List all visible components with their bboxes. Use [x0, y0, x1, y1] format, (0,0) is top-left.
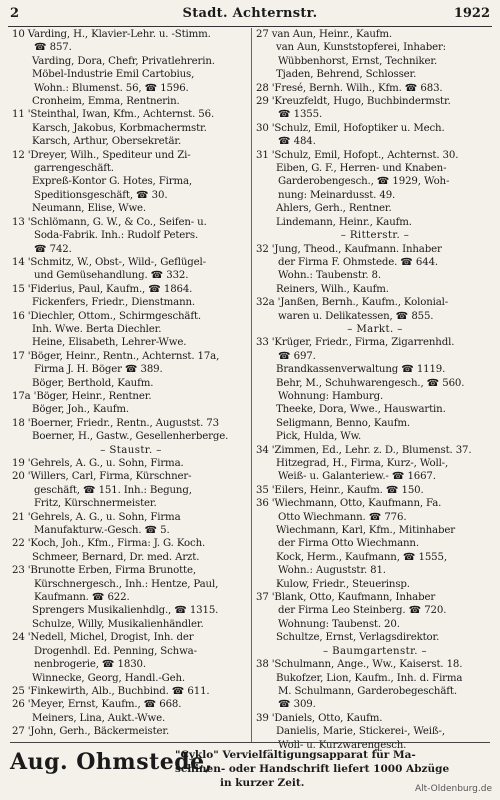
- directory-entry-line: Lindemann, Heinr., Kaufm.: [276, 216, 412, 228]
- directory-entry-line: 10 Varding, H., Klavier-Lehr. u. -Stimm.: [12, 29, 211, 40]
- directory-entry-line: Ahlers, Gerh., Rentner.: [276, 203, 392, 215]
- directory-entry-line: Pick, Hulda, Ww.: [276, 431, 362, 443]
- directory-entry-line: Schmeer, Bernard, Dr. med. Arzt.: [32, 551, 200, 563]
- directory-entry-line: 29 'Kreuzfeldt, Hugo, Buchbindermstr.: [256, 96, 451, 108]
- directory-entry-line: geschäft, ☎ 151. Inh.: Begung,: [34, 484, 192, 496]
- directory-entry-line: 32a 'Janßen, Bernh., Kaufm., Kolonial-: [256, 297, 449, 309]
- directory-entry-line: Seligmann, Benno, Kaufm.: [276, 417, 410, 429]
- directory-entry-line: 16 'Diechler, Ottom., Schirmgeschäft.: [12, 310, 201, 322]
- directory-entry-line: Weiß- u. Galanteriew.- ☎ 1667.: [278, 471, 436, 483]
- ad-line-3: in kurzer Zeit.: [220, 777, 305, 789]
- directory-entry-line: 36 'Wiechmann, Otto, Kaufmann, Fa.: [256, 498, 442, 510]
- directory-entry-line: 20 'Willers, Carl, Firma, Kürschner-: [12, 471, 192, 483]
- directory-entry-line: 13 'Schlömann, G. W., & Co., Seifen- u.: [12, 216, 207, 228]
- directory-entry-line: Meiners, Lina, Aukt.-Wwe.: [32, 712, 166, 724]
- directory-entry-line: Böger, Berthold, Kaufm.: [32, 377, 154, 389]
- directory-entry-line: van Aun, Kunststopferei, Inhaber:: [276, 42, 446, 54]
- directory-entry-line: Kaufmann. ☎ 622.: [34, 592, 130, 604]
- directory-entry-line: 22 'Koch, Joh., Kfm., Firma: J. G. Koch.: [12, 538, 206, 550]
- directory-entry-line: 27 van Aun, Heinr., Kaufm.: [256, 29, 392, 40]
- directory-entry-line: Boerner, H., Gastw., Gesellenherberge.: [32, 431, 229, 443]
- directory-entry-line: Wohn.: Auguststr. 81.: [278, 565, 386, 577]
- directory-entry-line: Danielis, Marie, Stickerei-, Weiß-,: [276, 726, 445, 738]
- directory-entry-line: Soda-Fabrik. Inh.: Rudolf Peters.: [34, 230, 199, 242]
- directory-entry-line: Karsch, Jakobus, Korbmachermstr.: [32, 122, 207, 134]
- directory-entry-line: garrengeschäft.: [34, 163, 114, 175]
- directory-entry-line: Expreß-Kontor G. Hotes, Firma,: [32, 176, 192, 188]
- directory-entry-line: ☎ 1355.: [278, 109, 323, 121]
- ad-line-2: schinen- oder Handschrift liefert 1000 Abzüge: [175, 763, 450, 775]
- directory-entry-line: waren u. Delikatessen, ☎ 855.: [278, 310, 434, 322]
- street-section-heading: – Ritterstr. –: [340, 230, 410, 242]
- directory-entry-line: 35 'Eilers, Heinr., Kaufm. ☎ 150.: [256, 484, 424, 496]
- ad-company-name: Aug. Ohmstede,: [10, 749, 213, 775]
- page-year: 1922: [453, 6, 490, 21]
- directory-entry-line: ☎ 697.: [278, 350, 316, 362]
- directory-entry-line: Drogenhdl. Ed. Penning, Schwa-: [34, 645, 197, 657]
- directory-entry-line: 30 'Schulz, Emil, Hofoptiker u. Mech.: [256, 122, 445, 134]
- directory-entry-line: Fritz, Kürschnermeister.: [34, 498, 157, 510]
- street-section-heading: – Baumgartenstr. –: [322, 645, 428, 657]
- left-column: [12, 28, 250, 742]
- directory-entry-line: der Firma Leo Steinberg. ☎ 720.: [278, 605, 447, 617]
- directory-entry-line: Brandkassenverwaltung ☎ 1119.: [276, 364, 446, 376]
- directory-entry-line: und Gemüsehandlung. ☎ 332.: [34, 270, 189, 282]
- street-section-heading: – Markt. –: [347, 323, 403, 335]
- directory-entry-line: Eiben, G. F., Herren- und Knaben-: [276, 163, 447, 175]
- directory-entry-line: Tjaden, Behrend, Schlosser.: [276, 69, 417, 81]
- directory-entry-line: 19 'Gehrels, A. G., u. Sohn, Firma.: [12, 458, 184, 469]
- directory-entry-line: Bukofzer, Lion, Kaufm., Inh. d. Firma: [276, 672, 463, 684]
- directory-entry-line: Karsch, Arthur, Obersekretär.: [32, 136, 182, 148]
- directory-entry-line: Wohn.: Taubenstr. 8.: [278, 270, 381, 282]
- directory-entry-line: 21 'Gehrels, A. G., u. Sohn, Firma: [12, 511, 181, 523]
- header-rule: [8, 26, 492, 27]
- page-number: 2: [10, 6, 20, 21]
- right-column: [256, 28, 494, 751]
- directory-entry-line: Winnecke, Georg, Handl.-Geh.: [32, 672, 185, 684]
- directory-entry-line: Reiners, Wilh., Kaufm.: [276, 283, 389, 295]
- directory-entry-line: Woll- u. Kurzwarengesch.: [278, 739, 407, 751]
- directory-entry-line: Wohnung: Hamburg.: [278, 390, 384, 402]
- directory-entry-line: 17a 'Böger, Heinr., Rentner.: [12, 390, 152, 402]
- directory-entry-line: Schultze, Ernst, Verlagsdirektor.: [276, 632, 440, 644]
- directory-entry-line: Cronheim, Emma, Rentnerin.: [32, 96, 180, 108]
- directory-entry-line: 18 'Boerner, Friedr., Rentn., Augustst. 73: [12, 417, 219, 429]
- directory-entry-line: Wohnung: Taubenst. 20.: [278, 618, 400, 630]
- directory-entry-line: Heine, Elisabeth, Lehrer-Wwe.: [32, 337, 187, 349]
- directory-entry-line: 27 'John, Gerh., Bäckermeister.: [12, 726, 170, 738]
- directory-entry-line: der Firma Otto Wiechmann.: [278, 538, 419, 550]
- directory-entry-line: Kock, Herm., Kaufmann, ☎ 1555,: [276, 551, 447, 563]
- directory-entry-line: 39 'Daniels, Otto, Kaufm.: [256, 712, 383, 724]
- ad-line-1: "Cyklo" Vervielfältigungsapparat für Ma-: [175, 749, 416, 761]
- directory-entry-line: Manufakturw.-Gesch. ☎ 5.: [34, 525, 170, 537]
- directory-entry-line: nenbrogerie, ☎ 1830.: [34, 659, 146, 671]
- directory-entry-line: 17 'Böger, Heinr., Rentn., Achternst. 17a,: [12, 350, 220, 362]
- directory-entry-line: Wiechmann, Karl, Kfm., Mitinhaber: [276, 525, 455, 537]
- directory-entry-line: 14 'Schmitz, W., Obst-, Wild-, Geflügel-: [12, 256, 206, 268]
- directory-entry-line: 12 'Dreyer, Wilh., Spediteur und Zi-: [12, 149, 191, 161]
- directory-entry-line: der Firma F. Ohmstede. ☎ 644.: [278, 256, 438, 268]
- directory-entry-line: Kürschnergesch., Inh.: Hentze, Paul,: [34, 578, 219, 590]
- directory-entry-line: nung: Meinardusst. 49.: [278, 189, 396, 201]
- directory-entry-line: 28 'Fresé, Bernh. Wilh., Kfm. ☎ 683.: [256, 82, 443, 94]
- directory-entry-line: ☎ 309.: [278, 699, 316, 711]
- directory-entry-line: 26 'Meyer, Ernst, Kaufm., ☎ 668.: [12, 699, 182, 711]
- directory-entry-line: ☎ 742.: [34, 243, 72, 255]
- directory-entry-line: ☎ 857.: [34, 42, 72, 54]
- directory-entry-line: M. Schulmann, Garderobegeschäft.: [278, 685, 457, 697]
- directory-entry-line: Schulze, Willy, Musikalienhändler.: [32, 618, 204, 630]
- directory-entry-line: Neumann, Elise, Wwe.: [32, 203, 146, 215]
- directory-entry-line: Varding, Dora, Chefr, Privatlehrerin.: [32, 55, 215, 67]
- directory-entry-line: Wübbenhorst, Ernst, Techniker.: [278, 55, 438, 67]
- directory-entry-line: Garderobengesch., ☎ 1929, Woh-: [278, 176, 450, 188]
- directory-entry-line: Behr, M., Schuhwarengesch., ☎ 560.: [276, 377, 465, 389]
- directory-entry-line: 23 'Brunotte Erben, Firma Brunotte,: [12, 565, 196, 577]
- directory-entry-line: 34 'Zimmen, Ed., Lehr. z. D., Blumenst. 37.: [256, 444, 472, 456]
- directory-entry-line: 24 'Nedell, Michel, Drogist, Inh. der: [12, 632, 194, 644]
- directory-entry-line: Firma J. H. Böger ☎ 389.: [34, 364, 163, 376]
- page-title: Stadt. Achternstr.: [182, 6, 318, 21]
- page-header: [0, 6, 500, 24]
- directory-entry-line: Böger, Joh., Kaufm.: [32, 404, 129, 416]
- directory-entry-line: 38 'Schulmann, Ange., Ww., Kaiserst. 18.: [256, 659, 463, 671]
- directory-entry-line: ☎ 484.: [278, 136, 316, 148]
- directory-entry-line: Möbel-Industrie Emil Cartobius,: [32, 69, 195, 81]
- directory-entry-line: 15 'Fiderius, Paul, Kaufm., ☎ 1864.: [12, 283, 193, 295]
- directory-entry-line: Fickenfers, Friedr., Dienstmann.: [32, 297, 196, 309]
- watermark: Alt-Oldenburg.de: [414, 784, 492, 794]
- directory-entry-line: Speditionsgeschäft, ☎ 30.: [34, 189, 168, 201]
- directory-entry-line: 25 'Finkewirth, Alb., Buchbind. ☎ 611.: [12, 685, 210, 697]
- directory-entry-line: Kulow, Friedr., Steuerinsp.: [276, 578, 410, 590]
- directory-entry-line: 31 'Schulz, Emil, Hofopt., Achternst. 30.: [256, 149, 459, 161]
- directory-entry-line: 32 'Jung, Theod., Kaufmann. Inhaber: [256, 243, 442, 255]
- directory-entry-line: Otto Wiechmann. ☎ 776.: [278, 511, 407, 523]
- directory-entry-line: 33 'Krüger, Friedr., Firma, Zigarrenhdl.: [256, 337, 455, 349]
- directory-entry-line: Wohn.: Blumenst. 56, ☎ 1596.: [34, 82, 189, 94]
- directory-entry-line: Sprengers Musikalienhdlg., ☎ 1315.: [32, 605, 219, 617]
- directory-entry-line: Hitzegrad, H., Firma, Kurz-, Woll-,: [276, 458, 449, 469]
- directory-entry-line: 37 'Blank, Otto, Kaufmann, Inhaber: [256, 592, 436, 604]
- directory-entry-line: Theeke, Dora, Wwe., Hauswartin.: [276, 404, 446, 416]
- column-divider: [251, 28, 252, 742]
- directory-entry-line: Inh. Wwe. Berta Diechler.: [32, 323, 162, 335]
- street-section-heading: – Staustr. –: [100, 444, 162, 456]
- directory-entry-line: 11 'Steinthal, Iwan, Kfm., Achternst. 56.: [12, 109, 215, 121]
